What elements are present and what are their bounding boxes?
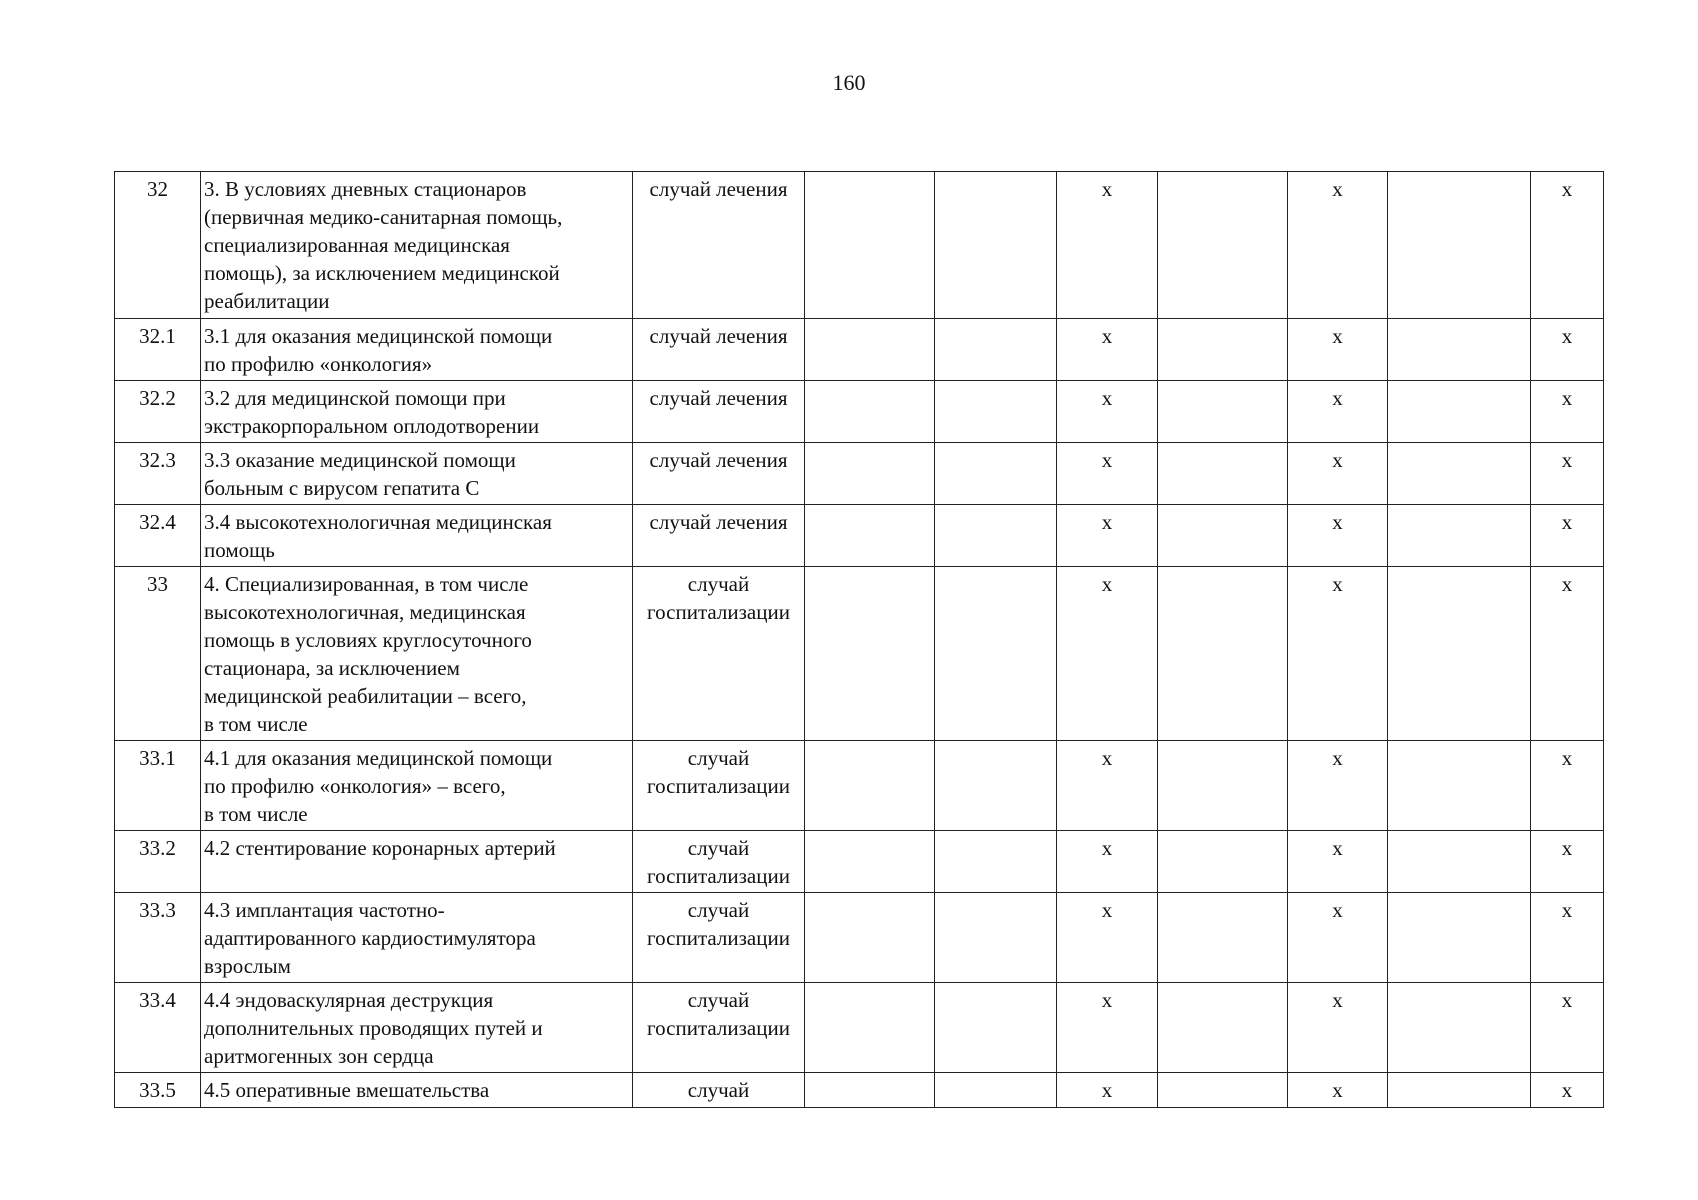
- row-x-mark-cell: x: [1288, 381, 1388, 443]
- row-empty-cell: [1158, 172, 1288, 319]
- row-unit-line: случай: [687, 836, 750, 860]
- table-row: [115, 741, 1604, 831]
- row-name-line: 4.4 эндоваскулярная деструкция: [204, 988, 494, 1012]
- row-name-cell: [201, 443, 633, 505]
- row-empty-cell: [1388, 983, 1531, 1073]
- row-x-mark-cell: x: [1531, 443, 1604, 505]
- row-empty-cell: [805, 319, 935, 381]
- row-x-mark-cell: x: [1288, 443, 1388, 505]
- row-number-cell: 33.4: [115, 983, 201, 1073]
- row-unit-cell: [633, 893, 805, 983]
- row-empty-cell: [1388, 381, 1531, 443]
- row-unit-line: случай лечения: [649, 177, 788, 201]
- page-number: 160: [832, 70, 866, 95]
- row-empty-cell: [805, 741, 935, 831]
- row-empty-cell: [805, 381, 935, 443]
- row-number-cell: 32.4: [115, 505, 201, 567]
- row-unit-cell: [633, 443, 805, 505]
- row-empty-cell: [1388, 893, 1531, 983]
- row-empty-cell: [935, 1073, 1057, 1108]
- row-empty-cell: [1388, 567, 1531, 741]
- row-unit-cell: [633, 567, 805, 741]
- row-name-line: 4. Специализированная, в том числе: [204, 572, 529, 596]
- row-unit-cell: [633, 831, 805, 893]
- row-x-mark-cell: x: [1057, 381, 1158, 443]
- row-number-cell: 32.3: [115, 443, 201, 505]
- row-empty-cell: [1158, 1073, 1288, 1108]
- row-name-cell: [201, 505, 633, 567]
- row-x-mark-cell: x: [1531, 983, 1604, 1073]
- row-name-cell: [201, 893, 633, 983]
- data-table: [114, 171, 1604, 1108]
- row-x-mark-cell: x: [1057, 831, 1158, 893]
- row-empty-cell: [1158, 831, 1288, 893]
- row-name-line: 4.2 стентирование коронарных артерий: [204, 836, 556, 860]
- row-name-line: 3.1 для оказания медицинской помощи: [204, 324, 553, 348]
- row-name-line: экстракорпоральном оплодотворении: [204, 414, 540, 438]
- row-empty-cell: [805, 831, 935, 893]
- table-row: [115, 893, 1604, 983]
- row-empty-cell: [805, 443, 935, 505]
- row-x-mark-cell: x: [1531, 319, 1604, 381]
- row-x-mark-cell: x: [1288, 567, 1388, 741]
- row-unit-line: случай: [687, 988, 750, 1012]
- row-empty-cell: [1388, 443, 1531, 505]
- row-empty-cell: [1158, 567, 1288, 741]
- row-unit-line: случай: [687, 572, 750, 596]
- row-empty-cell: [1388, 505, 1531, 567]
- row-name-cell: [201, 983, 633, 1073]
- row-empty-cell: [805, 1073, 935, 1108]
- table-row: [115, 983, 1604, 1073]
- row-name-line: 4.1 для оказания медицинской помощи: [204, 746, 553, 770]
- row-x-mark-cell: x: [1288, 893, 1388, 983]
- row-x-mark-cell: x: [1057, 983, 1158, 1073]
- row-name-cell: [201, 381, 633, 443]
- row-name-cell: [201, 567, 633, 741]
- row-name-line: дополнительных проводящих путей и: [204, 1016, 543, 1040]
- row-x-mark-cell: x: [1288, 741, 1388, 831]
- row-empty-cell: [1388, 319, 1531, 381]
- row-empty-cell: [805, 893, 935, 983]
- row-name-line: помощь), за исключением медицинской: [204, 261, 560, 285]
- row-unit-line: случай: [687, 746, 750, 770]
- row-unit-line: случай лечения: [649, 386, 788, 410]
- row-name-line: больным с вирусом гепатита С: [204, 476, 480, 500]
- row-name-line: медицинской реабилитации – всего,: [204, 684, 527, 708]
- table-row: [115, 831, 1604, 893]
- row-x-mark-cell: x: [1057, 1073, 1158, 1108]
- row-empty-cell: [1158, 381, 1288, 443]
- row-name-line: по профилю «онкология» – всего,: [204, 774, 506, 798]
- row-empty-cell: [935, 381, 1057, 443]
- row-name-cell: [201, 1073, 633, 1108]
- row-number-cell: 33: [115, 567, 201, 741]
- table-body: [115, 172, 1604, 1108]
- row-unit-line: случай лечения: [649, 448, 788, 472]
- row-name-line: 3.3 оказание медицинской помощи: [204, 448, 516, 472]
- row-unit-cell: [633, 505, 805, 567]
- row-empty-cell: [935, 505, 1057, 567]
- row-empty-cell: [1388, 172, 1531, 319]
- row-unit-line: госпитализации: [647, 926, 790, 950]
- row-name-line: в том числе: [204, 712, 308, 736]
- row-name-line: 3.4 высокотехнологичная медицинская: [204, 510, 552, 534]
- row-x-mark-cell: x: [1531, 381, 1604, 443]
- row-unit-line: случай: [687, 1078, 750, 1102]
- row-number-cell: 33.1: [115, 741, 201, 831]
- row-name-line: по профилю «онкология»: [204, 352, 433, 376]
- row-unit-line: госпитализации: [647, 1016, 790, 1040]
- row-unit-line: госпитализации: [647, 600, 790, 624]
- row-empty-cell: [935, 741, 1057, 831]
- row-number-cell: 32: [115, 172, 201, 319]
- table-row: [115, 505, 1604, 567]
- table-row: [115, 1073, 1604, 1108]
- row-x-mark-cell: x: [1288, 319, 1388, 381]
- row-empty-cell: [1158, 741, 1288, 831]
- row-name-line: адаптированного кардиостимулятора: [204, 926, 536, 950]
- row-x-mark-cell: x: [1531, 741, 1604, 831]
- row-number-cell: 32.1: [115, 319, 201, 381]
- row-number-cell: 33.5: [115, 1073, 201, 1108]
- row-empty-cell: [935, 831, 1057, 893]
- row-x-mark-cell: x: [1057, 319, 1158, 381]
- row-number-cell: 33.2: [115, 831, 201, 893]
- row-empty-cell: [1158, 983, 1288, 1073]
- row-unit-line: случай: [687, 898, 750, 922]
- row-empty-cell: [805, 172, 935, 319]
- row-x-mark-cell: x: [1057, 443, 1158, 505]
- row-empty-cell: [935, 319, 1057, 381]
- row-name-line: в том числе: [204, 802, 308, 826]
- table-row: [115, 567, 1604, 741]
- row-name-cell: [201, 831, 633, 893]
- row-name-cell: [201, 319, 633, 381]
- row-x-mark-cell: x: [1057, 505, 1158, 567]
- row-x-mark-cell: x: [1288, 172, 1388, 319]
- row-empty-cell: [935, 893, 1057, 983]
- row-empty-cell: [805, 983, 935, 1073]
- row-x-mark-cell: x: [1531, 567, 1604, 741]
- row-empty-cell: [1158, 443, 1288, 505]
- row-x-mark-cell: x: [1288, 831, 1388, 893]
- row-name-line: 4.5 оперативные вмешательства: [204, 1078, 490, 1102]
- row-name-cell: [201, 172, 633, 319]
- row-x-mark-cell: x: [1531, 172, 1604, 319]
- row-name-line: специализированная медицинская: [204, 233, 510, 257]
- row-x-mark-cell: x: [1531, 1073, 1604, 1108]
- row-number-cell: 32.2: [115, 381, 201, 443]
- row-empty-cell: [1158, 893, 1288, 983]
- row-empty-cell: [805, 505, 935, 567]
- row-empty-cell: [935, 443, 1057, 505]
- row-unit-cell: [633, 1073, 805, 1108]
- row-x-mark-cell: x: [1057, 741, 1158, 831]
- row-unit-line: госпитализации: [647, 864, 790, 888]
- row-empty-cell: [1158, 505, 1288, 567]
- row-name-line: аритмогенных зон сердца: [204, 1044, 434, 1068]
- row-name-line: помощь: [204, 538, 275, 562]
- row-number-cell: 33.3: [115, 893, 201, 983]
- row-empty-cell: [805, 567, 935, 741]
- row-unit-cell: [633, 319, 805, 381]
- row-x-mark-cell: x: [1288, 983, 1388, 1073]
- row-name-line: (первичная медико-санитарная помощь,: [204, 205, 563, 229]
- row-x-mark-cell: x: [1531, 831, 1604, 893]
- row-x-mark-cell: x: [1057, 172, 1158, 319]
- row-x-mark-cell: x: [1531, 893, 1604, 983]
- row-unit-line: случай лечения: [649, 510, 788, 534]
- row-empty-cell: [935, 567, 1057, 741]
- row-empty-cell: [935, 983, 1057, 1073]
- table-row: [115, 381, 1604, 443]
- row-empty-cell: [1388, 831, 1531, 893]
- row-name-line: 3. В условиях дневных стационаров: [204, 177, 527, 201]
- row-x-mark-cell: x: [1288, 505, 1388, 567]
- row-empty-cell: [935, 172, 1057, 319]
- row-name-line: взрослым: [204, 954, 291, 978]
- row-empty-cell: [1158, 319, 1288, 381]
- row-name-line: высокотехнологичная, медицинская: [204, 600, 526, 624]
- row-name-line: 3.2 для медицинской помощи при: [204, 386, 506, 410]
- table-row: [115, 172, 1604, 319]
- row-x-mark-cell: x: [1057, 893, 1158, 983]
- row-name-cell: [201, 741, 633, 831]
- row-empty-cell: [1388, 1073, 1531, 1108]
- row-name-line: реабилитации: [204, 289, 330, 313]
- row-unit-cell: [633, 381, 805, 443]
- row-unit-cell: [633, 983, 805, 1073]
- row-name-line: 4.3 имплантация частотно-: [204, 898, 445, 922]
- table-row: [115, 319, 1604, 381]
- row-name-line: помощь в условиях круглосуточного: [204, 628, 532, 652]
- row-x-mark-cell: x: [1531, 505, 1604, 567]
- row-unit-line: госпитализации: [647, 774, 790, 798]
- row-name-line: стационара, за исключением: [204, 656, 460, 680]
- row-x-mark-cell: x: [1288, 1073, 1388, 1108]
- row-x-mark-cell: x: [1057, 567, 1158, 741]
- row-unit-line: случай лечения: [649, 324, 788, 348]
- table-row: [115, 443, 1604, 505]
- row-empty-cell: [1388, 741, 1531, 831]
- row-unit-cell: [633, 172, 805, 319]
- row-unit-cell: [633, 741, 805, 831]
